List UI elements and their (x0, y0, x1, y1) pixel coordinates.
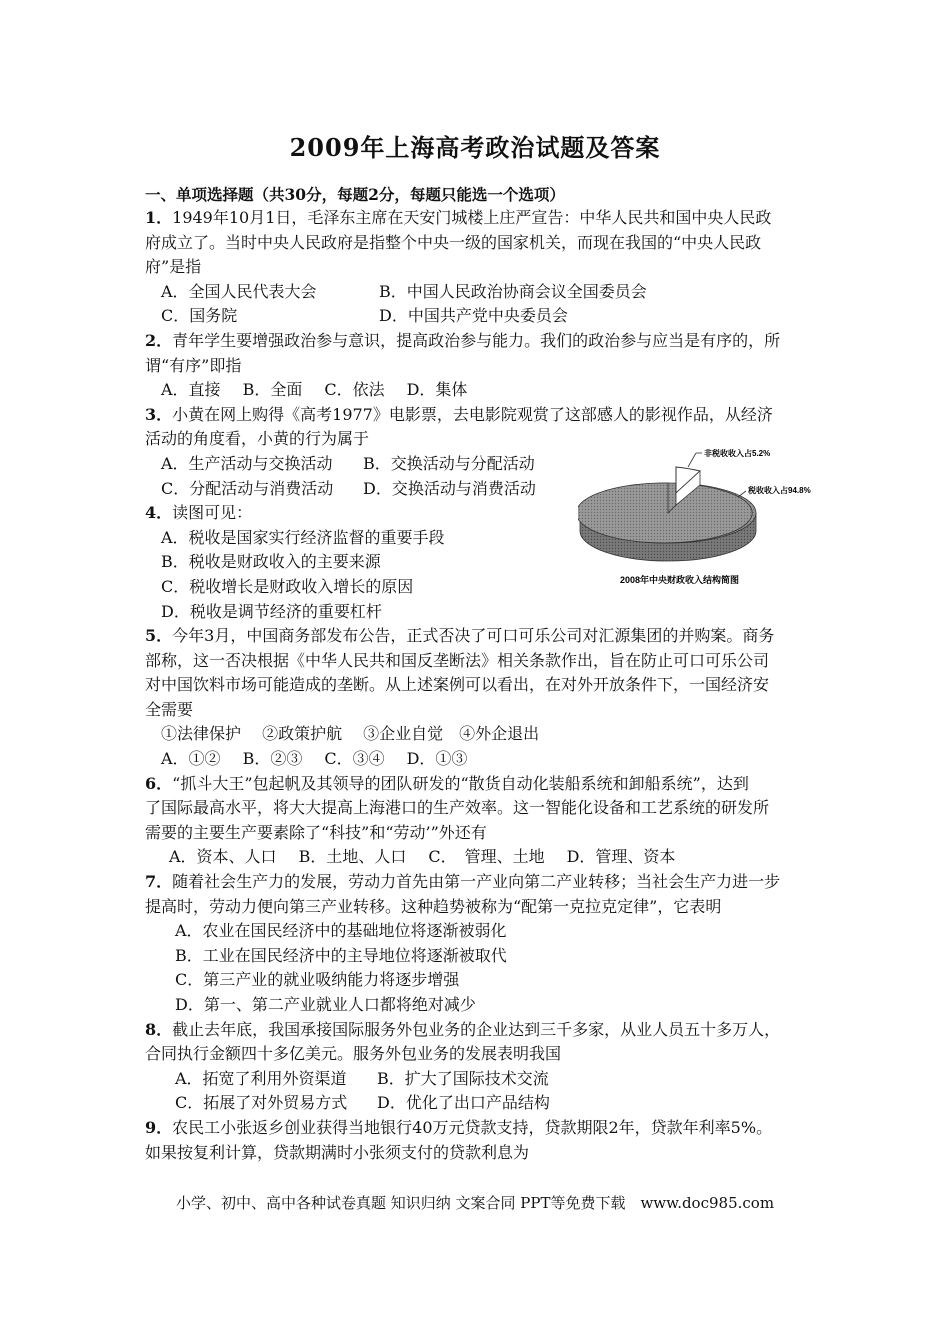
question-1 (145, 206, 810, 329)
option-c[interactable]: C．③④ (324, 749, 385, 769)
option-d[interactable]: D．①③ (406, 749, 468, 769)
question-stem-line: 提高时，劳动力便向第三产业转移。这种趋势被称为“配第一克拉克定律”，它表明 (145, 896, 722, 916)
option-b[interactable]: B．工业在国民经济中的主导地位将逐渐被取代 (175, 945, 507, 965)
option-b[interactable]: B．交换活动与分配活动 (363, 453, 535, 473)
question-stem-line: 农民工小张返乡创业获得当地银行40万元贷款支持，贷款期限2年，贷款年利率5%。 (172, 1117, 773, 1137)
option-c[interactable]: C． 管理、土地 (428, 847, 545, 867)
question-list (145, 206, 810, 1165)
option-c[interactable]: C．依法 (324, 380, 385, 400)
question-6 (145, 772, 810, 870)
question-number: 3． (145, 404, 173, 424)
question-stem-line: 青年学生要增强政治参与意识，提高政治参与能力。我们的政治参与应当是有序的，所 (172, 330, 781, 350)
option-d[interactable]: D．集体 (406, 380, 468, 400)
question-stem-line: 府成立了。当时中央人民政府是指整个中央一级的国家机关，而现在我国的“中央人民政 (145, 232, 762, 252)
page-footer: 小学、初中、高中各种试卷真题 知识归纳 文案合同 PPT等免费下载 www.doc985.com (175, 1194, 775, 1212)
question-stem-line: 了国际最高水平，将大大提高上海港口的生产效率。这一智能化设备和工艺系统的研发所 (145, 798, 770, 818)
option-a[interactable]: A．全国人民代表大会 (161, 281, 317, 301)
question-stem-line: 部称，这一否决根据《中华人民共和国反垄断法》相关条款作出，旨在防止可口可乐公司 (145, 650, 770, 670)
question-stem-line: 合同执行金额四十多亿美元。服务外包业务的发展表明我国 (145, 1044, 562, 1064)
option-d[interactable]: D．优化了出口产品结构 (377, 1093, 550, 1113)
slice-tax-revenue (578, 483, 752, 543)
legend-tax: 税收收入占94.8% (748, 486, 811, 496)
option-b[interactable]: B．中国人民政治协商会议全国委员会 (379, 281, 647, 301)
question-number: 8． (145, 1019, 173, 1039)
question-5 (145, 624, 810, 772)
option-b[interactable]: B．扩大了国际技术交流 (377, 1068, 549, 1088)
option-c[interactable]: C．拓展了对外贸易方式 (175, 1093, 348, 1113)
option-c[interactable]: C．税收增长是财政收入增长的原因 (161, 576, 414, 596)
question-number: 4． (145, 503, 173, 523)
legend-non-tax: 非税收收入占5.2% (704, 449, 771, 459)
question-stem-line: 随着社会生产力的发展，劳动力首先由第一产业向第二产业转移；当社会生产力进一步 (172, 872, 781, 892)
option-d[interactable]: D．第一、第二产业就业人口都将绝对减少 (175, 995, 476, 1014)
question-9 (145, 1116, 810, 1165)
question-stem-line: 活动的角度看，小黄的行为属于 (145, 429, 370, 449)
option-a[interactable]: A．税收是国家实行经济监督的重要手段 (161, 527, 445, 547)
question-8 (145, 1018, 810, 1116)
question-stem-line: 小黄在网上购得《高考1977》电影票，去电影院观赏了这部感人的影视作品，从经济 (172, 404, 773, 424)
question-number: 6． (145, 773, 173, 793)
question-number: 1． (145, 208, 173, 227)
question-stem-line: 对中国饮料市场可能造成的垄断。从上述案例可以看出，在对外开放条件下，一国经济安 (145, 675, 770, 695)
question-stem-line: 全需要 (145, 699, 194, 719)
question-stem-line: 今年3月，中国商务部发布公告，正式否决了可口可乐公司对汇源集团的并购案。商务 (172, 626, 775, 646)
option-a[interactable]: A．资本、人口 (169, 847, 277, 867)
question-7 (145, 870, 810, 1018)
question-number: 9． (145, 1117, 173, 1137)
page-title: 2009年上海高考政治试题及答案 (289, 133, 661, 162)
section-header: 一、单项选择题（共30分，每题2分，每题只能选一个选项） (145, 185, 565, 204)
option-a[interactable]: A．农业在国民经济中的基础地位将逐渐被弱化 (175, 921, 507, 941)
question-number: 2． (145, 330, 173, 350)
option-d[interactable]: D．税收是调节经济的重要杠杆 (161, 601, 382, 621)
option-c[interactable]: C．第三产业的就业吸纳能力将逐步增强 (175, 970, 460, 990)
question-stem-line: 如果按复利计算，贷款期满时小张须支付的贷款利息为 (145, 1142, 530, 1162)
option-b[interactable]: B．全面 (242, 380, 303, 400)
statement-items: ①法律保护 ②政策护航 ③企业自觉 ④外企退出 (161, 724, 540, 744)
chart-caption: 2008年中央财政收入结构简图 (620, 575, 740, 586)
option-b[interactable]: B．土地、人口 (298, 847, 407, 867)
question-stem-line: 府”是指 (145, 257, 202, 277)
option-b[interactable]: B．②③ (242, 749, 303, 769)
option-b[interactable]: B．税收是财政收入的主要来源 (161, 552, 381, 572)
question-stem-line: 截止去年底，我国承接国际服务外包业务的企业达到三千多家，从业人员五十多万人， (172, 1019, 781, 1039)
option-d[interactable]: D．管理、资本 (566, 847, 676, 867)
option-c[interactable]: C．分配活动与消费活动 (161, 478, 334, 498)
option-d[interactable]: D．交换活动与消费活动 (363, 478, 536, 498)
option-a[interactable]: A．拓宽了利用外资渠道 (175, 1068, 347, 1088)
question-number: 7． (145, 872, 173, 892)
question-stem-line: 需要的主要生产要素除了“科技”和“劳动’”外还有 (145, 822, 487, 842)
option-c[interactable]: C．国务院 (161, 306, 238, 326)
question-stem-line: 1949年10月1日，毛泽东主席在天安门城楼上庄严宣告：中华人民共和国中央人民政 (172, 208, 772, 227)
option-a[interactable]: A．生产活动与交换活动 (161, 453, 333, 473)
question-stem-line: 谓“有序”即指 (145, 355, 242, 375)
option-a[interactable]: A．①② (161, 749, 221, 769)
pie-chart (578, 445, 828, 595)
question-stem-line: 读图可见： (172, 503, 253, 523)
option-a[interactable]: A．直接 (161, 380, 221, 400)
question-stem-line: “抓斗大王”包起帆及其领导的团队研发的“散货自动化装船系统和卸船系统”，达到 (172, 773, 749, 793)
question-number: 5． (145, 626, 173, 646)
option-d[interactable]: D．中国共产党中央委员会 (379, 306, 568, 326)
question-2 (145, 329, 810, 403)
